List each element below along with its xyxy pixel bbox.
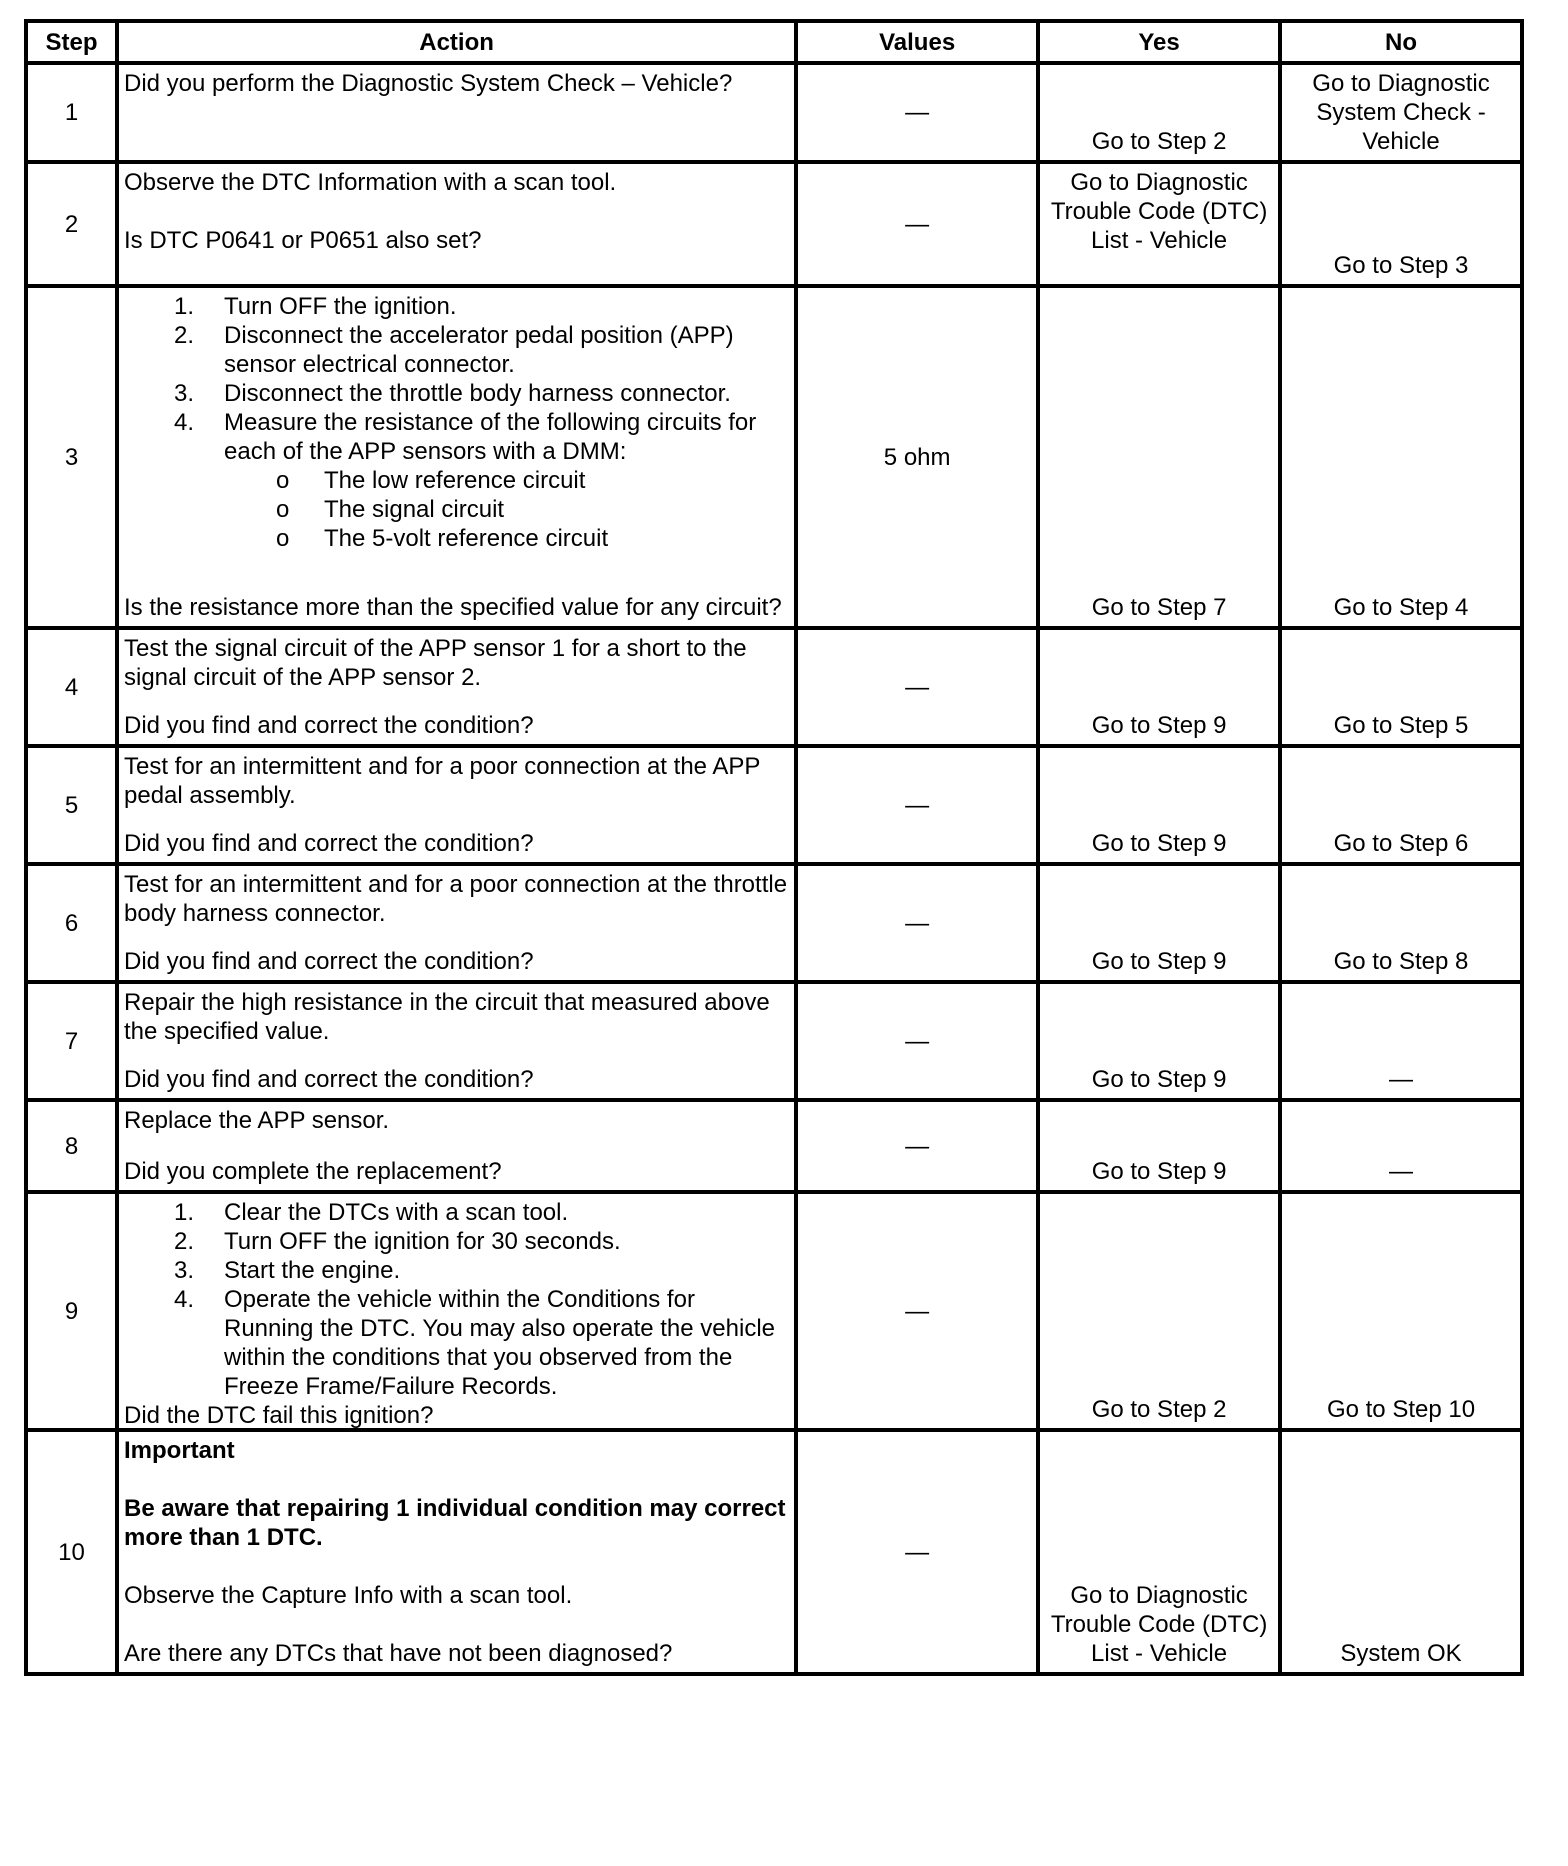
- action-cell: [117, 286, 796, 628]
- header-no: No: [1280, 21, 1522, 63]
- yes-cell: Go to Diagnostic Trouble Code (DTC) List - Vehicle: [1038, 162, 1280, 286]
- no-cell: Go to Step 4: [1280, 286, 1522, 628]
- list-item: o The signal circuit: [276, 496, 505, 523]
- action-text: Test the signal circuit of the APP sensor 1 for a short to the signal circuit of the APP sensor 2.: [124, 635, 747, 691]
- header-step: Step: [26, 21, 117, 63]
- table-row: [26, 286, 1522, 628]
- step-number: 4: [26, 628, 117, 746]
- yes-cell: Go to Step 9: [1038, 864, 1280, 982]
- action-question: Is the resistance more than the specified value for any circuit?: [124, 594, 782, 621]
- values-cell: —: [796, 864, 1038, 982]
- list-item: 3. Disconnect the throttle body harness connector.: [174, 380, 731, 407]
- action-question: Did you complete the replacement?: [124, 1158, 502, 1185]
- action-cell: [117, 746, 796, 864]
- action-cell: [117, 63, 796, 162]
- values-cell: —: [796, 1192, 1038, 1430]
- header-yes: Yes: [1038, 21, 1280, 63]
- action-question: Did you find and correct the condition?: [124, 948, 534, 975]
- list-item: 4. Measure the resistance of the following circuits for each of the APP sensors with a DMM:: [174, 409, 757, 465]
- action-question: Did you find and correct the condition?: [124, 1066, 534, 1093]
- action-question: Did you find and correct the condition?: [124, 830, 534, 857]
- list-item: 2. Disconnect the accelerator pedal position (APP) sensor electrical connector.: [174, 322, 734, 378]
- step-number: 1: [26, 63, 117, 162]
- action-question: Did you find and correct the condition?: [124, 712, 534, 739]
- yes-cell: Go to Step 9: [1038, 746, 1280, 864]
- yes-cell: Go to Step 9: [1038, 628, 1280, 746]
- step-number: 2: [26, 162, 117, 286]
- values-cell: —: [796, 1100, 1038, 1192]
- procedure-list: [124, 1198, 790, 1401]
- action-text: Repair the high resistance in the circuit that measured above the specified value.: [124, 989, 770, 1045]
- procedure-list: [124, 292, 790, 466]
- values-cell: —: [796, 63, 1038, 162]
- table-row: [26, 864, 1522, 982]
- list-item: 1. Turn OFF the ignition.: [174, 293, 457, 320]
- table-row: [26, 162, 1522, 286]
- values-cell: —: [796, 1430, 1038, 1674]
- header-values: Values: [796, 21, 1038, 63]
- step-number: 5: [26, 746, 117, 864]
- diagnostic-table: [24, 19, 1524, 1676]
- yes-cell: Go to Diagnostic Trouble Code (DTC) List - Vehicle: [1038, 1430, 1280, 1674]
- no-cell: —: [1280, 982, 1522, 1100]
- action-question: Are there any DTCs that have not been diagnosed?: [124, 1640, 673, 1667]
- list-item: o The low reference circuit: [276, 467, 586, 494]
- step-number: 9: [26, 1192, 117, 1430]
- values-cell: —: [796, 746, 1038, 864]
- yes-cell: Go to Step 9: [1038, 1100, 1280, 1192]
- values-cell: —: [796, 982, 1038, 1100]
- no-cell: Go to Step 5: [1280, 628, 1522, 746]
- no-cell: Go to Diagnostic System Check - Vehicle: [1280, 63, 1522, 162]
- action-cell: [117, 162, 796, 286]
- list-item: 1. Clear the DTCs with a scan tool.: [174, 1199, 569, 1226]
- yes-cell: Go to Step 2: [1038, 63, 1280, 162]
- table-row: [26, 1192, 1522, 1430]
- action-cell: [117, 628, 796, 746]
- action-question: Did the DTC fail this ignition?: [124, 1402, 434, 1429]
- table-row: [26, 1100, 1522, 1192]
- step-number: 3: [26, 286, 117, 628]
- action-cell: [117, 1430, 796, 1674]
- no-cell: Go to Step 10: [1280, 1192, 1522, 1430]
- table-row: [26, 1430, 1522, 1674]
- important-label: Important: [124, 1437, 235, 1464]
- table-row: [26, 63, 1522, 162]
- step-number: 8: [26, 1100, 117, 1192]
- important-note: Be aware that repairing 1 individual condition may correct more than 1 DTC.: [124, 1495, 786, 1551]
- list-item: 2. Turn OFF the ignition for 30 seconds.: [174, 1228, 621, 1255]
- list-item: 3. Start the engine.: [174, 1257, 401, 1284]
- values-cell: —: [796, 162, 1038, 286]
- no-cell: Go to Step 6: [1280, 746, 1522, 864]
- table-row: [26, 628, 1522, 746]
- header-action: Action: [117, 21, 796, 63]
- yes-cell: Go to Step 2: [1038, 1192, 1280, 1430]
- action-cell: [117, 864, 796, 982]
- yes-cell: Go to Step 7: [1038, 286, 1280, 628]
- action-text: Test for an intermittent and for a poor connection at the APP pedal assembly.: [124, 753, 760, 809]
- values-cell: —: [796, 628, 1038, 746]
- action-question: Is DTC P0641 or P0651 also set?: [124, 227, 482, 254]
- yes-cell: Go to Step 9: [1038, 982, 1280, 1100]
- header-row: [26, 21, 1522, 63]
- table-row: [26, 746, 1522, 864]
- no-cell: Go to Step 3: [1280, 162, 1522, 286]
- list-item: 4. Operate the vehicle within the Conditions for Running the DTC. You may also operate the vehicle within the conditions that you observed from the Freeze Frame/Failure Records.: [174, 1286, 776, 1400]
- list-item: o The 5-volt reference circuit: [276, 525, 609, 552]
- values-cell: 5 ohm: [796, 286, 1038, 628]
- step-number: 10: [26, 1430, 117, 1674]
- action-cell: [117, 1192, 796, 1430]
- table-row: [26, 982, 1522, 1100]
- action-text: Replace the APP sensor.: [124, 1107, 390, 1134]
- action-cell: [117, 982, 796, 1100]
- no-cell: —: [1280, 1100, 1522, 1192]
- action-text: Did you perform the Diagnostic System Check – Vehicle?: [124, 70, 733, 97]
- no-cell: System OK: [1280, 1430, 1522, 1674]
- action-text: Test for an intermittent and for a poor connection at the throttle body harness connector.: [124, 871, 788, 927]
- step-number: 6: [26, 864, 117, 982]
- step-number: 7: [26, 982, 117, 1100]
- action-text: Observe the Capture Info with a scan tool.: [124, 1582, 573, 1609]
- action-text: Observe the DTC Information with a scan tool.: [124, 169, 617, 196]
- circuit-list: [124, 466, 790, 553]
- action-cell: [117, 1100, 796, 1192]
- no-cell: Go to Step 8: [1280, 864, 1522, 982]
